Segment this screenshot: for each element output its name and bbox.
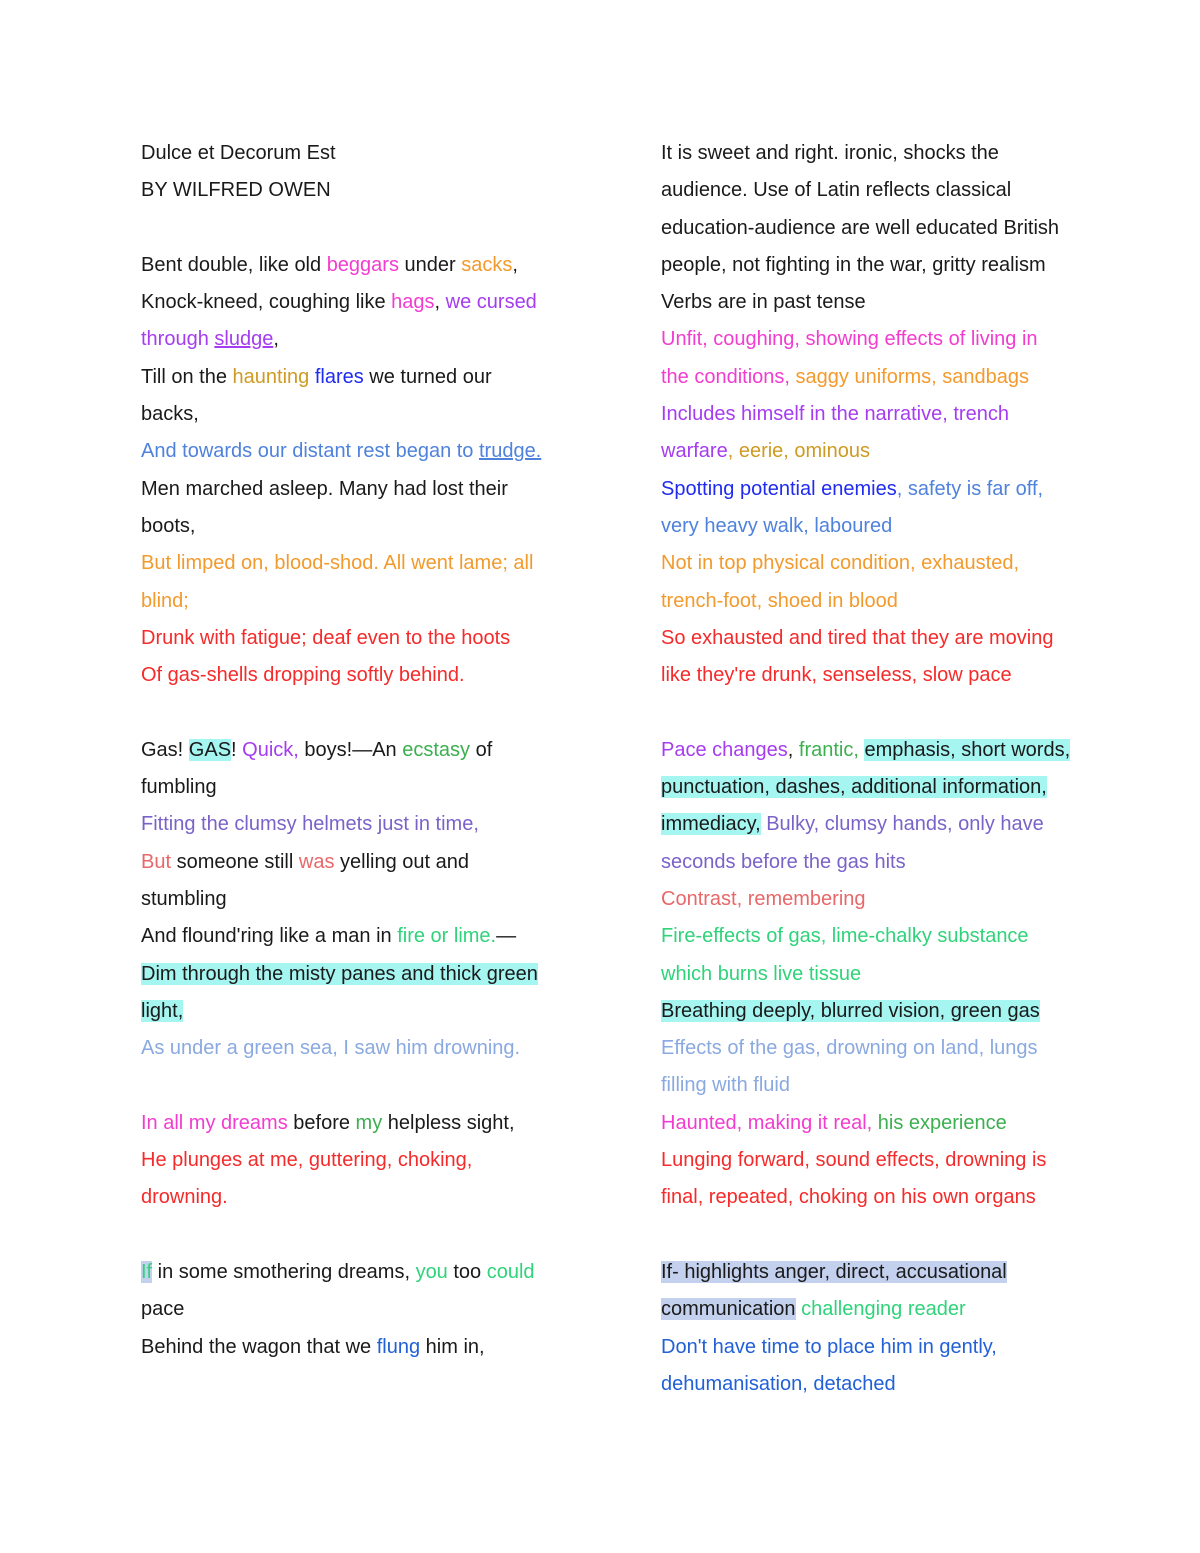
highlighted-text: GAS [188, 738, 232, 761]
text-segment: , [434, 291, 446, 314]
poem-line [141, 135, 586, 172]
text-segment: Haunted, making it real, [661, 1111, 878, 1134]
annotation-line [661, 732, 1111, 769]
annotation-line [661, 620, 1111, 657]
text-segment: BY WILFRED OWEN [141, 179, 331, 202]
annotation-line [661, 172, 1111, 209]
text-segment: Drunk with fatigue; deaf even to the hoots [141, 626, 511, 649]
poem-line [141, 620, 586, 657]
poem-line [141, 844, 586, 881]
text-segment: like they're drunk, senseless, slow pace [661, 664, 1012, 687]
annotation-line [661, 806, 1111, 843]
text-segment: Knock-kneed, coughing like [141, 291, 392, 314]
text-segment: filling with fluid [661, 1074, 790, 1097]
text-segment: , eerie, ominous [727, 440, 870, 463]
text-segment: Bulky, clumsy hands, only have [760, 813, 1044, 836]
text-segment: you [415, 1260, 448, 1283]
poem-line [141, 881, 586, 918]
poem-line [141, 1030, 586, 1067]
poem-line [141, 284, 586, 321]
poem-line [141, 806, 586, 843]
text-segment: Dulce et Decorum Est [141, 142, 336, 164]
annotation-line [661, 135, 1111, 172]
annotation-line [661, 284, 1111, 321]
text-segment: Verbs are in past tense [661, 291, 866, 314]
text-segment: And towards our distant rest began to [141, 440, 479, 463]
annotation-line [661, 1030, 1111, 1067]
annotation-line [661, 956, 1111, 993]
poem-line [141, 172, 586, 209]
text-segment: fumbling [141, 776, 217, 799]
text-segment: pace [141, 1298, 185, 1321]
annotation-line [661, 1291, 1111, 1328]
highlighted-text: If [141, 1260, 153, 1283]
text-segment: In all my dreams [141, 1111, 288, 1134]
text-segment: — [496, 925, 517, 948]
poem-line [141, 471, 586, 508]
text-segment: dehumanisation, detached [661, 1372, 896, 1395]
text-segment: , safety is far off, [896, 477, 1044, 500]
annotation-line [661, 321, 1111, 358]
annotation-column [661, 135, 1111, 1403]
annotation-line [661, 583, 1111, 620]
text-segment: trudge. [478, 440, 542, 463]
annotation-line [661, 657, 1111, 694]
annotation-line [661, 396, 1111, 433]
text-segment: Behind the wagon that we [141, 1335, 377, 1358]
text-segment: Spotting potential enemies [661, 477, 897, 500]
text-segment: beggars [326, 253, 399, 276]
text-segment: final, repeated, choking on his own organs [661, 1186, 1036, 1209]
text-segment: someone still [171, 850, 299, 873]
text-segment: Includes himself in the narrative, trench [661, 403, 1009, 426]
text-segment: through [141, 328, 215, 351]
blank-line [141, 1217, 586, 1254]
annotation-line [661, 433, 1111, 470]
annotation-line [661, 1142, 1111, 1179]
annotation-line [661, 1366, 1111, 1403]
poem-line [141, 583, 586, 620]
text-segment: Till on the [141, 365, 233, 388]
text-segment: sludge [214, 328, 274, 351]
text-segment: was [298, 850, 335, 873]
highlighted-text: light, [141, 999, 184, 1022]
text-segment: Quick, [242, 738, 299, 761]
blank-line [661, 1217, 1111, 1254]
annotation-line [661, 1329, 1111, 1366]
text-segment: Of gas-shells dropping softly behind. [141, 664, 465, 687]
text-segment: too [447, 1260, 487, 1283]
annotation-line [661, 1254, 1111, 1291]
text-segment: could [486, 1260, 535, 1283]
text-segment: seconds before the gas hits [661, 850, 906, 873]
text-segment: He plunges at me, guttering, choking, [141, 1149, 473, 1172]
highlighted-text: communication [661, 1298, 796, 1321]
text-segment: yelling out and [334, 850, 469, 873]
poem-line [141, 769, 586, 806]
text-segment: under [398, 253, 462, 276]
blank-line [141, 694, 586, 731]
text-segment: So exhausted and tired that they are moving [661, 626, 1054, 649]
blank-line [661, 694, 1111, 731]
text-segment: saggy uniforms, sandbags [789, 365, 1030, 388]
text-segment: Men marched asleep. Many had lost their [141, 477, 508, 500]
text-segment: Gas! [141, 738, 189, 761]
blank-line [141, 1067, 586, 1104]
poem-line [141, 657, 586, 694]
annotation-line [661, 359, 1111, 396]
poem-line [141, 396, 586, 433]
poem-line [141, 1179, 586, 1216]
text-segment: Fitting the clumsy helmets just in time, [141, 813, 479, 836]
text-segment: we cursed [445, 291, 537, 314]
text-segment: blind; [141, 589, 189, 612]
poem-line [141, 1254, 586, 1291]
poem-line [141, 993, 586, 1030]
text-segment: ecstasy [402, 738, 471, 761]
poem-line [141, 321, 586, 358]
blank-line [141, 210, 586, 247]
text-segment: Effects of the gas, drowning on land, lungs [661, 1037, 1038, 1060]
text-segment: backs, [141, 403, 199, 426]
text-segment: But [141, 850, 172, 873]
text-segment: flares [314, 365, 364, 388]
text-segment: we turned our [363, 365, 492, 388]
text-segment: before [287, 1111, 356, 1134]
text-segment: , [787, 738, 799, 761]
highlighted-text: immediacy, [661, 813, 761, 836]
annotation-line [661, 210, 1111, 247]
text-segment: in some smothering dreams, [152, 1260, 416, 1283]
text-segment: It is sweet and right. ironic, shocks the [661, 142, 999, 164]
text-segment: my [355, 1111, 383, 1134]
text-segment: his experience [877, 1111, 1007, 1134]
annotation-line [661, 1105, 1111, 1142]
text-segment: the conditions, [661, 365, 790, 388]
text-segment: hags [391, 291, 435, 314]
highlighted-text: If- highlights anger, direct, accusational [661, 1260, 1007, 1283]
highlighted-text: Dim through the misty panes and thick green [141, 962, 538, 985]
text-segment: , [273, 328, 279, 351]
text-segment: haunting [232, 365, 310, 388]
poem-line [141, 1329, 586, 1366]
poem-line [141, 956, 586, 993]
text-segment: people, not fighting in the war, gritty realism [661, 253, 1046, 276]
text-segment: Contrast, remembering [661, 887, 866, 910]
text-segment: which burns live tissue [661, 962, 862, 985]
poem-line [141, 732, 586, 769]
annotation-line [661, 247, 1111, 284]
text-segment: ! [231, 738, 243, 761]
text-segment: him in, [420, 1335, 485, 1358]
text-segment: boys!—An [298, 738, 403, 761]
text-segment: , [512, 253, 518, 276]
text-segment: Pace changes [661, 738, 788, 761]
text-segment: And flound'ring like a man in [141, 925, 398, 948]
text-segment: very heavy walk, laboured [661, 514, 893, 537]
text-segment: But limped on, blood-shod. All went lame; all [141, 552, 534, 575]
poem-line [141, 918, 586, 955]
annotation-line [661, 844, 1111, 881]
annotation-line [661, 471, 1111, 508]
annotation-line [661, 918, 1111, 955]
annotation-line [661, 508, 1111, 545]
poem-line [141, 545, 586, 582]
annotation-line [661, 1179, 1111, 1216]
text-segment: of [470, 738, 493, 761]
text-segment: warfare [661, 440, 728, 463]
text-segment: helpless sight, [382, 1111, 515, 1134]
text-segment: Don't have time to place him in gently, [661, 1335, 997, 1358]
highlighted-text: emphasis, short words, [864, 738, 1071, 761]
text-segment: trench-foot, shoed in blood [661, 589, 898, 612]
text-segment: boots, [141, 514, 196, 537]
text-segment: drowning. [141, 1186, 228, 1209]
poem-line [141, 1291, 586, 1328]
annotation-line [661, 1067, 1111, 1104]
text-segment: Not in top physical condition, exhausted, [661, 552, 1019, 575]
poem-line [141, 1105, 586, 1142]
text-segment: Fire-effects of gas, lime-chalky substance [661, 925, 1029, 948]
text-segment: As under a green sea, I saw him drowning. [141, 1037, 521, 1060]
text-segment: Unfit, coughing, showing effects of living in [661, 328, 1038, 351]
text-segment: flung [376, 1335, 421, 1358]
poem-line [141, 247, 586, 284]
text-segment: sacks [461, 253, 513, 276]
poem-line [141, 1142, 586, 1179]
highlighted-text: punctuation, dashes, additional information, [661, 776, 1047, 799]
text-segment: stumbling [141, 887, 227, 910]
poem-line [141, 508, 586, 545]
poem-line [141, 433, 586, 470]
poem-column [141, 135, 586, 1366]
text-segment: frantic, [798, 738, 859, 761]
poem-line [141, 359, 586, 396]
text-segment: Lunging forward, sound effects, drowning is [661, 1149, 1047, 1172]
annotation-line [661, 769, 1111, 806]
text-segment: education-audience are well educated British [661, 216, 1060, 239]
text-segment: fire or lime. [397, 925, 497, 948]
text-segment: Bent double, like old [141, 253, 327, 276]
annotation-line [661, 545, 1111, 582]
annotation-line [661, 993, 1111, 1030]
text-segment: audience. Use of Latin reflects classical [661, 179, 1012, 202]
annotation-line [661, 881, 1111, 918]
text-segment: challenging reader [795, 1298, 966, 1321]
highlighted-text: Breathing deeply, blurred vision, green gas [661, 999, 1040, 1022]
